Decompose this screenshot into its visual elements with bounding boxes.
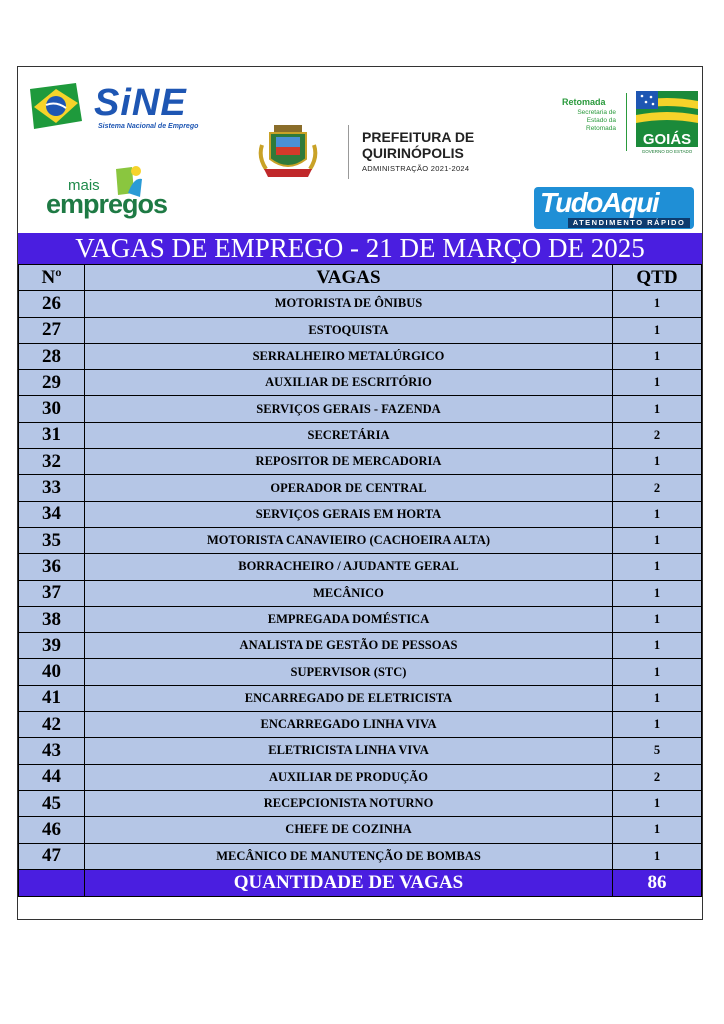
table-header-row	[19, 265, 702, 291]
row-qtd: 1	[613, 501, 702, 527]
row-number: 43	[19, 738, 85, 764]
governo-divider	[626, 93, 627, 151]
table-row	[19, 343, 702, 369]
row-number: 30	[19, 396, 85, 422]
row-number: 39	[19, 633, 85, 659]
table-row	[19, 633, 702, 659]
row-number: 47	[19, 843, 85, 869]
row-number: 40	[19, 659, 85, 685]
row-qtd: 2	[613, 764, 702, 790]
row-qtd: 1	[613, 580, 702, 606]
table-row	[19, 764, 702, 790]
row-number: 42	[19, 712, 85, 738]
row-qtd: 1	[613, 843, 702, 869]
row-number: 36	[19, 554, 85, 580]
retomada-title: Retomada	[562, 97, 606, 107]
row-qtd: 1	[613, 685, 702, 711]
row-vaga: BORRACHEIRO / AJUDANTE GERAL	[85, 554, 613, 580]
table-row	[19, 817, 702, 843]
row-number: 31	[19, 422, 85, 448]
tudo-aqui-title: TudoAqui	[540, 187, 659, 218]
table-row	[19, 790, 702, 816]
row-vaga: REPOSITOR DE MERCADORIA	[85, 449, 613, 475]
mais-label: mais	[68, 177, 100, 194]
tudo-aqui-logo	[534, 187, 694, 229]
row-vaga: ESTOQUISTA	[85, 317, 613, 343]
empregos-label: empregos	[46, 189, 168, 219]
total-empty-cell	[19, 869, 85, 896]
row-qtd: 1	[613, 291, 702, 317]
row-vaga: SUPERVISOR (STC)	[85, 659, 613, 685]
row-qtd: 1	[613, 633, 702, 659]
table-row	[19, 317, 702, 343]
table-row	[19, 738, 702, 764]
goias-flag	[636, 91, 698, 155]
row-qtd: 1	[613, 659, 702, 685]
mais-empregos-logo	[46, 163, 186, 223]
table-row	[19, 659, 702, 685]
row-number: 26	[19, 291, 85, 317]
row-qtd: 1	[613, 396, 702, 422]
row-vaga: MOTORISTA CANAVIEIRO (CACHOEIRA ALTA)	[85, 527, 613, 553]
table-row	[19, 554, 702, 580]
table-row	[19, 501, 702, 527]
prefeitura-line2: QUIRINÓPOLIS	[362, 145, 464, 161]
table-row	[19, 580, 702, 606]
row-vaga: SERVIÇOS GERAIS - FAZENDA	[85, 396, 613, 422]
row-qtd: 1	[613, 317, 702, 343]
row-vaga: ENCARREGADO LINHA VIVA	[85, 712, 613, 738]
governo-goias-logo	[548, 79, 700, 155]
table-row	[19, 396, 702, 422]
total-value: 86	[613, 869, 702, 896]
row-number: 34	[19, 501, 85, 527]
prefeitura-logo	[256, 123, 496, 183]
row-vaga: MOTORISTA DE ÔNIBUS	[85, 291, 613, 317]
row-vaga: MECÂNICO	[85, 580, 613, 606]
tudo-aqui-subtitle: ATENDIMENTO RÁPIDO	[568, 218, 690, 228]
total-row	[19, 869, 702, 896]
row-qtd: 2	[613, 422, 702, 448]
prefeitura-divider	[348, 125, 349, 179]
sine-logo	[26, 81, 206, 133]
row-vaga: MECÂNICO DE MANUTENÇÃO DE BOMBAS	[85, 843, 613, 869]
row-number: 27	[19, 317, 85, 343]
row-number: 37	[19, 580, 85, 606]
row-qtd: 1	[613, 370, 702, 396]
row-number: 28	[19, 343, 85, 369]
row-qtd: 1	[613, 712, 702, 738]
header-logos	[18, 67, 702, 233]
row-qtd: 5	[613, 738, 702, 764]
row-vaga: RECEPCIONISTA NOTURNO	[85, 790, 613, 816]
row-vaga: ENCARREGADO DE ELETRICISTA	[85, 685, 613, 711]
row-vaga: OPERADOR DE CENTRAL	[85, 475, 613, 501]
table-row	[19, 475, 702, 501]
row-vaga: CHEFE DE COZINHA	[85, 817, 613, 843]
row-vaga: AUXILIAR DE ESCRITÓRIO	[85, 370, 613, 396]
brazil-flag-icon	[26, 81, 84, 131]
quirinopolis-crest-icon	[256, 123, 320, 183]
header-qtd: QTD	[613, 265, 702, 291]
row-vaga: SECRETÁRIA	[85, 422, 613, 448]
table-row	[19, 370, 702, 396]
row-number: 33	[19, 475, 85, 501]
row-number: 44	[19, 764, 85, 790]
row-qtd: 1	[613, 817, 702, 843]
jobs-table	[18, 264, 702, 897]
row-qtd: 2	[613, 475, 702, 501]
table-row	[19, 685, 702, 711]
table-row	[19, 422, 702, 448]
row-number: 32	[19, 449, 85, 475]
prefeitura-line3: ADMINISTRAÇÃO 2021-2024	[362, 164, 470, 173]
row-qtd: 1	[613, 343, 702, 369]
prefeitura-line1: PREFEITURA DE	[362, 129, 475, 145]
table-row	[19, 449, 702, 475]
job-sheet	[17, 66, 703, 920]
goias-word: GOIÁS	[642, 131, 692, 148]
sine-title: SiNE	[94, 82, 187, 124]
row-number: 35	[19, 527, 85, 553]
row-vaga: SERVIÇOS GERAIS EM HORTA	[85, 501, 613, 527]
row-vaga: AUXILIAR DE PRODUÇÃO	[85, 764, 613, 790]
row-qtd: 1	[613, 790, 702, 816]
sine-subtitle: Sistema Nacional de Emprego	[98, 123, 199, 130]
page-title: VAGAS DE EMPREGO - 21 DE MARÇO DE 2025	[18, 233, 702, 264]
row-number: 38	[19, 606, 85, 632]
retomada-subtitle: Secretaria de Estado da Retomada	[577, 109, 616, 132]
goias-subtitle: GOVERNO DO ESTADO	[641, 149, 693, 154]
row-qtd: 1	[613, 527, 702, 553]
total-label: QUANTIDADE DE VAGAS	[85, 869, 613, 896]
header-vagas: VAGAS	[85, 265, 613, 291]
row-qtd: 1	[613, 554, 702, 580]
row-qtd: 1	[613, 449, 702, 475]
table-row	[19, 606, 702, 632]
header-num: Nº	[19, 265, 85, 291]
table-row	[19, 291, 702, 317]
row-vaga: SERRALHEIRO METALÚRGICO	[85, 343, 613, 369]
row-number: 29	[19, 370, 85, 396]
row-vaga: ANALISTA DE GESTÃO DE PESSOAS	[85, 633, 613, 659]
row-number: 45	[19, 790, 85, 816]
row-vaga: EMPREGADA DOMÉSTICA	[85, 606, 613, 632]
table-row	[19, 843, 702, 869]
table-row	[19, 527, 702, 553]
row-qtd: 1	[613, 606, 702, 632]
row-number: 46	[19, 817, 85, 843]
row-number: 41	[19, 685, 85, 711]
table-row	[19, 712, 702, 738]
row-vaga: ELETRICISTA LINHA VIVA	[85, 738, 613, 764]
